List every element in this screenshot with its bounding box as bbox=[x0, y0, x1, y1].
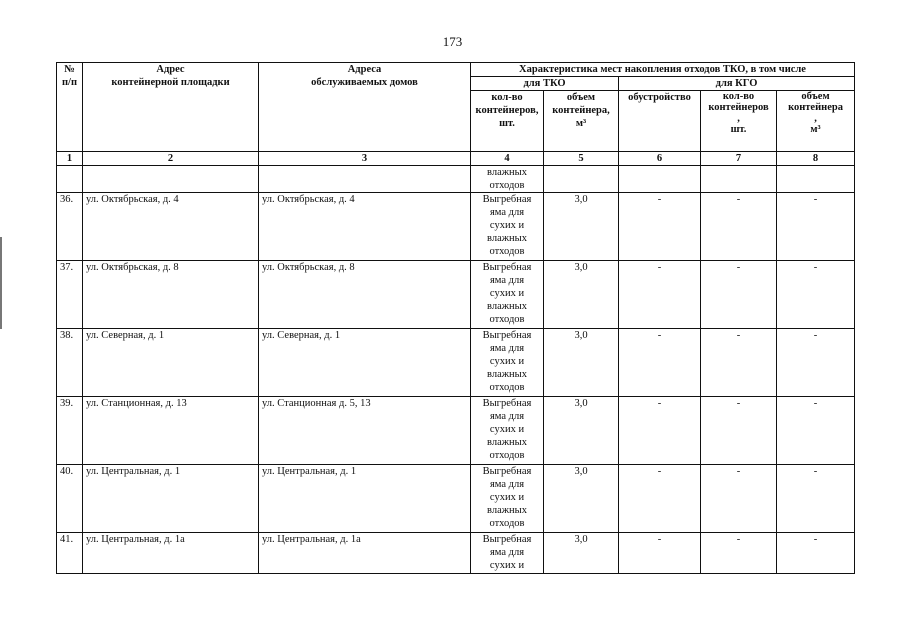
cell-address: ул. Станционная, д. 13 bbox=[83, 397, 259, 465]
header-tko: для ТКО bbox=[471, 77, 619, 91]
cell-volume: 3,0 bbox=[544, 465, 619, 533]
scan-margin-mark bbox=[0, 237, 2, 329]
column-number: 3 bbox=[259, 152, 471, 166]
cell-empty bbox=[57, 166, 83, 193]
cell-num: 39. bbox=[57, 397, 83, 465]
cell-kgo-arrangement: - bbox=[619, 397, 701, 465]
cell-volume: 3,0 bbox=[544, 533, 619, 574]
cell-num: 37. bbox=[57, 261, 83, 329]
cell-type: Выгребная яма для сухих и влажных отходов bbox=[471, 261, 544, 329]
column-number: 5 bbox=[544, 152, 619, 166]
cell-houses: ул. Северная, д. 1 bbox=[259, 329, 471, 397]
table-row bbox=[57, 533, 855, 574]
waste-sites-table bbox=[56, 62, 855, 574]
cell-num: 38. bbox=[57, 329, 83, 397]
cell-volume: 3,0 bbox=[544, 329, 619, 397]
page-number: 173 bbox=[442, 34, 463, 49]
cell-kgo-count: - bbox=[701, 261, 777, 329]
cell-houses: ул. Октябрьская, д. 4 bbox=[259, 193, 471, 261]
cell-houses: ул. Октябрьская, д. 8 bbox=[259, 261, 471, 329]
table-row bbox=[57, 465, 855, 533]
column-number: 1 bbox=[57, 152, 83, 166]
cell-num: 40. bbox=[57, 465, 83, 533]
cell-type: влажных отходов bbox=[471, 166, 544, 193]
cell-kgo-arrangement: - bbox=[619, 261, 701, 329]
cell-kgo-arrangement: - bbox=[619, 329, 701, 397]
cell-type: Выгребная яма для сухих и влажных отходов bbox=[471, 397, 544, 465]
cell-address: ул. Октябрьская, д. 4 bbox=[83, 193, 259, 261]
table-row bbox=[57, 397, 855, 465]
column-number: 8 bbox=[777, 152, 855, 166]
cell-num: 36. bbox=[57, 193, 83, 261]
column-number: 7 bbox=[701, 152, 777, 166]
cell-num: 41. bbox=[57, 533, 83, 574]
continuation-row bbox=[57, 166, 855, 193]
cell-kgo-count: - bbox=[701, 329, 777, 397]
cell-kgo-volume: - bbox=[777, 261, 855, 329]
header-tko-count: кол-во контейнеров, шт. bbox=[471, 91, 544, 152]
table-row bbox=[57, 329, 855, 397]
header-col-houses: Адреса обслуживаемых домов bbox=[259, 63, 471, 152]
cell-type: Выгребная яма для сухих и влажных отходов bbox=[471, 193, 544, 261]
cell-volume: 3,0 bbox=[544, 261, 619, 329]
header-col-num: № п/п bbox=[57, 63, 83, 152]
cell-kgo-arrangement: - bbox=[619, 533, 701, 574]
column-number: 6 bbox=[619, 152, 701, 166]
cell-kgo-count: - bbox=[701, 193, 777, 261]
cell-empty bbox=[777, 166, 855, 193]
cell-empty bbox=[259, 166, 471, 193]
cell-kgo-count: - bbox=[701, 465, 777, 533]
cell-houses: ул. Центральная, д. 1 bbox=[259, 465, 471, 533]
cell-volume: 3,0 bbox=[544, 193, 619, 261]
cell-type: Выгребная яма для сухих и влажных отходов bbox=[471, 329, 544, 397]
cell-kgo-volume: - bbox=[777, 397, 855, 465]
cell-kgo-count: - bbox=[701, 397, 777, 465]
header-kgo-volume: объем контейнера , м³ bbox=[777, 91, 855, 152]
cell-houses: ул. Центральная, д. 1а bbox=[259, 533, 471, 574]
header-kgo-arrangement: обустройство bbox=[619, 91, 701, 152]
cell-kgo-arrangement: - bbox=[619, 465, 701, 533]
column-number: 4 bbox=[471, 152, 544, 166]
cell-empty bbox=[544, 166, 619, 193]
cell-address: ул. Северная, д. 1 bbox=[83, 329, 259, 397]
cell-kgo-volume: - bbox=[777, 465, 855, 533]
header-kgo-count: кол-во контейнеров , шт. bbox=[701, 91, 777, 152]
cell-kgo-arrangement: - bbox=[619, 193, 701, 261]
table-row bbox=[57, 261, 855, 329]
column-number-row bbox=[57, 152, 855, 166]
cell-empty bbox=[83, 166, 259, 193]
cell-address: ул. Центральная, д. 1а bbox=[83, 533, 259, 574]
cell-kgo-volume: - bbox=[777, 193, 855, 261]
cell-address: ул. Октябрьская, д. 8 bbox=[83, 261, 259, 329]
cell-empty bbox=[619, 166, 701, 193]
column-number: 2 bbox=[83, 152, 259, 166]
header-group-title: Характеристика мест накопления отходов ТКО, в том числе bbox=[471, 63, 855, 77]
cell-kgo-volume: - bbox=[777, 533, 855, 574]
header-col-address: Адрес контейнерной площадки bbox=[83, 63, 259, 152]
cell-address: ул. Центральная, д. 1 bbox=[83, 465, 259, 533]
cell-type: Выгребная яма для сухих и влажных отходов bbox=[471, 465, 544, 533]
cell-kgo-count: - bbox=[701, 533, 777, 574]
cell-kgo-volume: - bbox=[777, 329, 855, 397]
cell-volume: 3,0 bbox=[544, 397, 619, 465]
header-kgo: для КГО bbox=[619, 77, 855, 91]
cell-type: Выгребная яма для сухих и bbox=[471, 533, 544, 574]
cell-empty bbox=[701, 166, 777, 193]
table-row bbox=[57, 193, 855, 261]
cell-houses: ул. Станционная д. 5, 13 bbox=[259, 397, 471, 465]
header-tko-volume: объем контейнера, м³ bbox=[544, 91, 619, 152]
